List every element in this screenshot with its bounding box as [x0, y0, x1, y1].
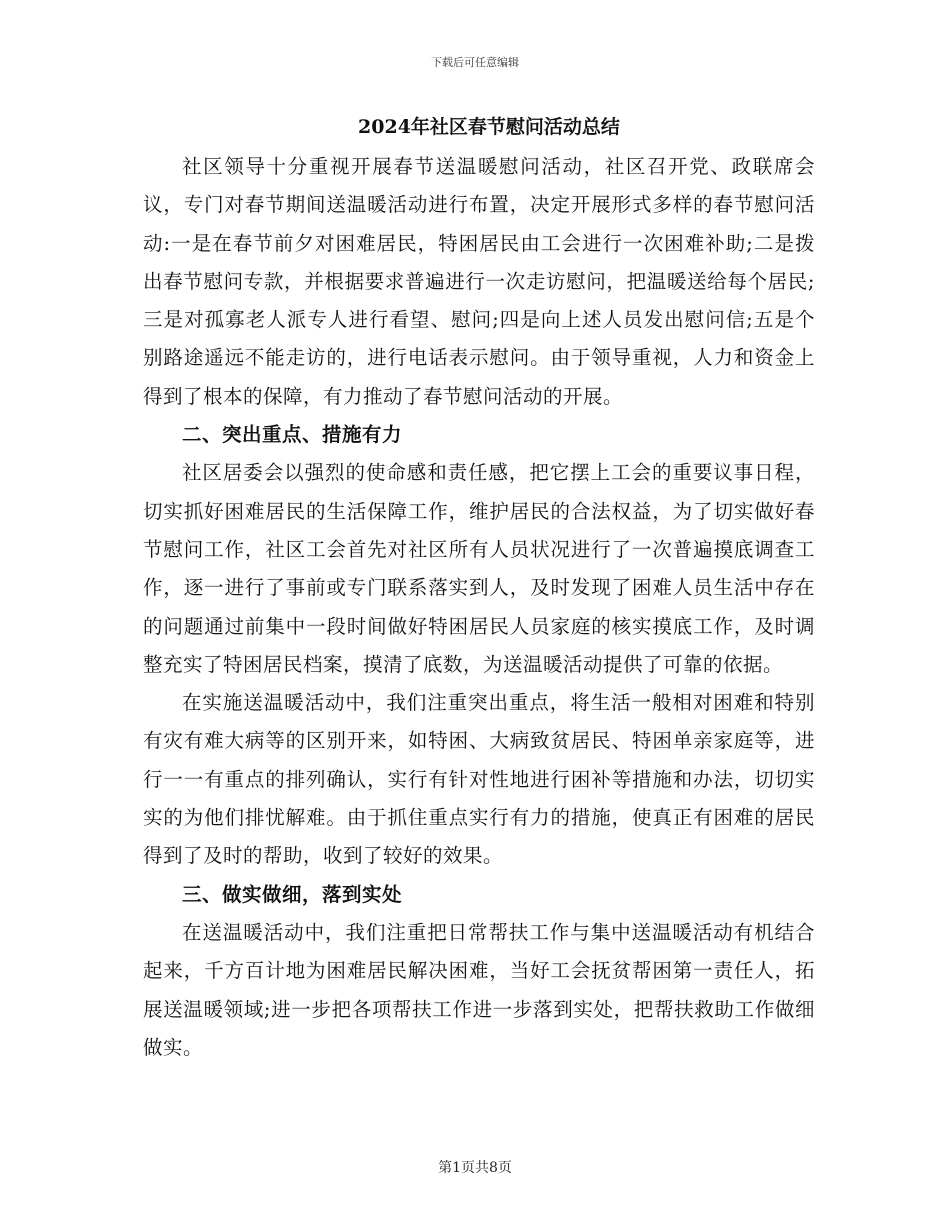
document-title: 2024年社区春节慰问活动总结: [358, 116, 620, 138]
section-2-paragraph-2: 在实施送温暖活动中，我们注重突出重点，将生活一般相对困难和特别有灾有难大病等的区别开来，如特困、大病致贫居民、特困单亲家庭等，进行一一有重点的排列确认，实行有针对性地进行困补等措施和办法，切切实实的为他们排忧解难。由于抓住重点实行有力的措施，使真正有困难的居民得到了及时的帮助，收到了较好的效果。: [143, 691, 815, 868]
section-3-paragraph-1: 在送温暖活动中，我们注重把日常帮扶工作与集中送温暖活动有机结合起来，千方百计地为困难居民解决困难，当好工会抚贫帮困第一责任人，拓展送温暖领域;进一步把各项帮扶工作进一步落到实处，把帮扶救助工作做细做实。: [143, 920, 815, 1059]
document-body: [143, 110, 815, 1067]
intro-paragraph: 社区领导十分重视开展春节送温暖慰问活动，社区召开党、政联席会议，专门对春节期间送温暖活动进行布置，决定开展形式多样的春节慰问活动:一是在春节前夕对困难居民，特困居民由工会进行一次困难补助;二是拨出春节慰问专款，并根据要求普遍进行一次走访慰问，把温暖送给每个居民;三是对孤寡老人派专人进行看望、慰问;四是向上述人员发出慰问信;五是个别路途遥远不能走访的，进行电话表示慰问。由于领导重视，人力和资金上得到了根本的保障，有力推动了春节慰问活动的开展。: [143, 155, 815, 408]
page-header-note: 下载后可任意编辑: [431, 56, 519, 69]
section-heading-3: 三、做实做细，落到实处: [182, 882, 403, 906]
page-number-footer: 第1页共8页: [438, 1160, 512, 1176]
section-heading-2: 二、突出重点、措施有力: [182, 423, 403, 447]
section-2-paragraph-1: 社区居委会以强烈的使命感和责任感，把它摆上工会的重要议事日程，切实抓好困难居民的生活保障工作，维护居民的合法权益，为了切实做好春节慰问工作，社区工会首先对社区所有人员状况进行了一次普遍摸底调查工作，逐一进行了事前或专门联系落实到人，及时发现了困难人员生活中存在的问题通过前集中一段时间做好特困居民人员家庭的核实摸底工作，及时调整充实了特困居民档案，摸清了底数，为送温暖活动提供了可靠的依据。: [143, 461, 815, 676]
